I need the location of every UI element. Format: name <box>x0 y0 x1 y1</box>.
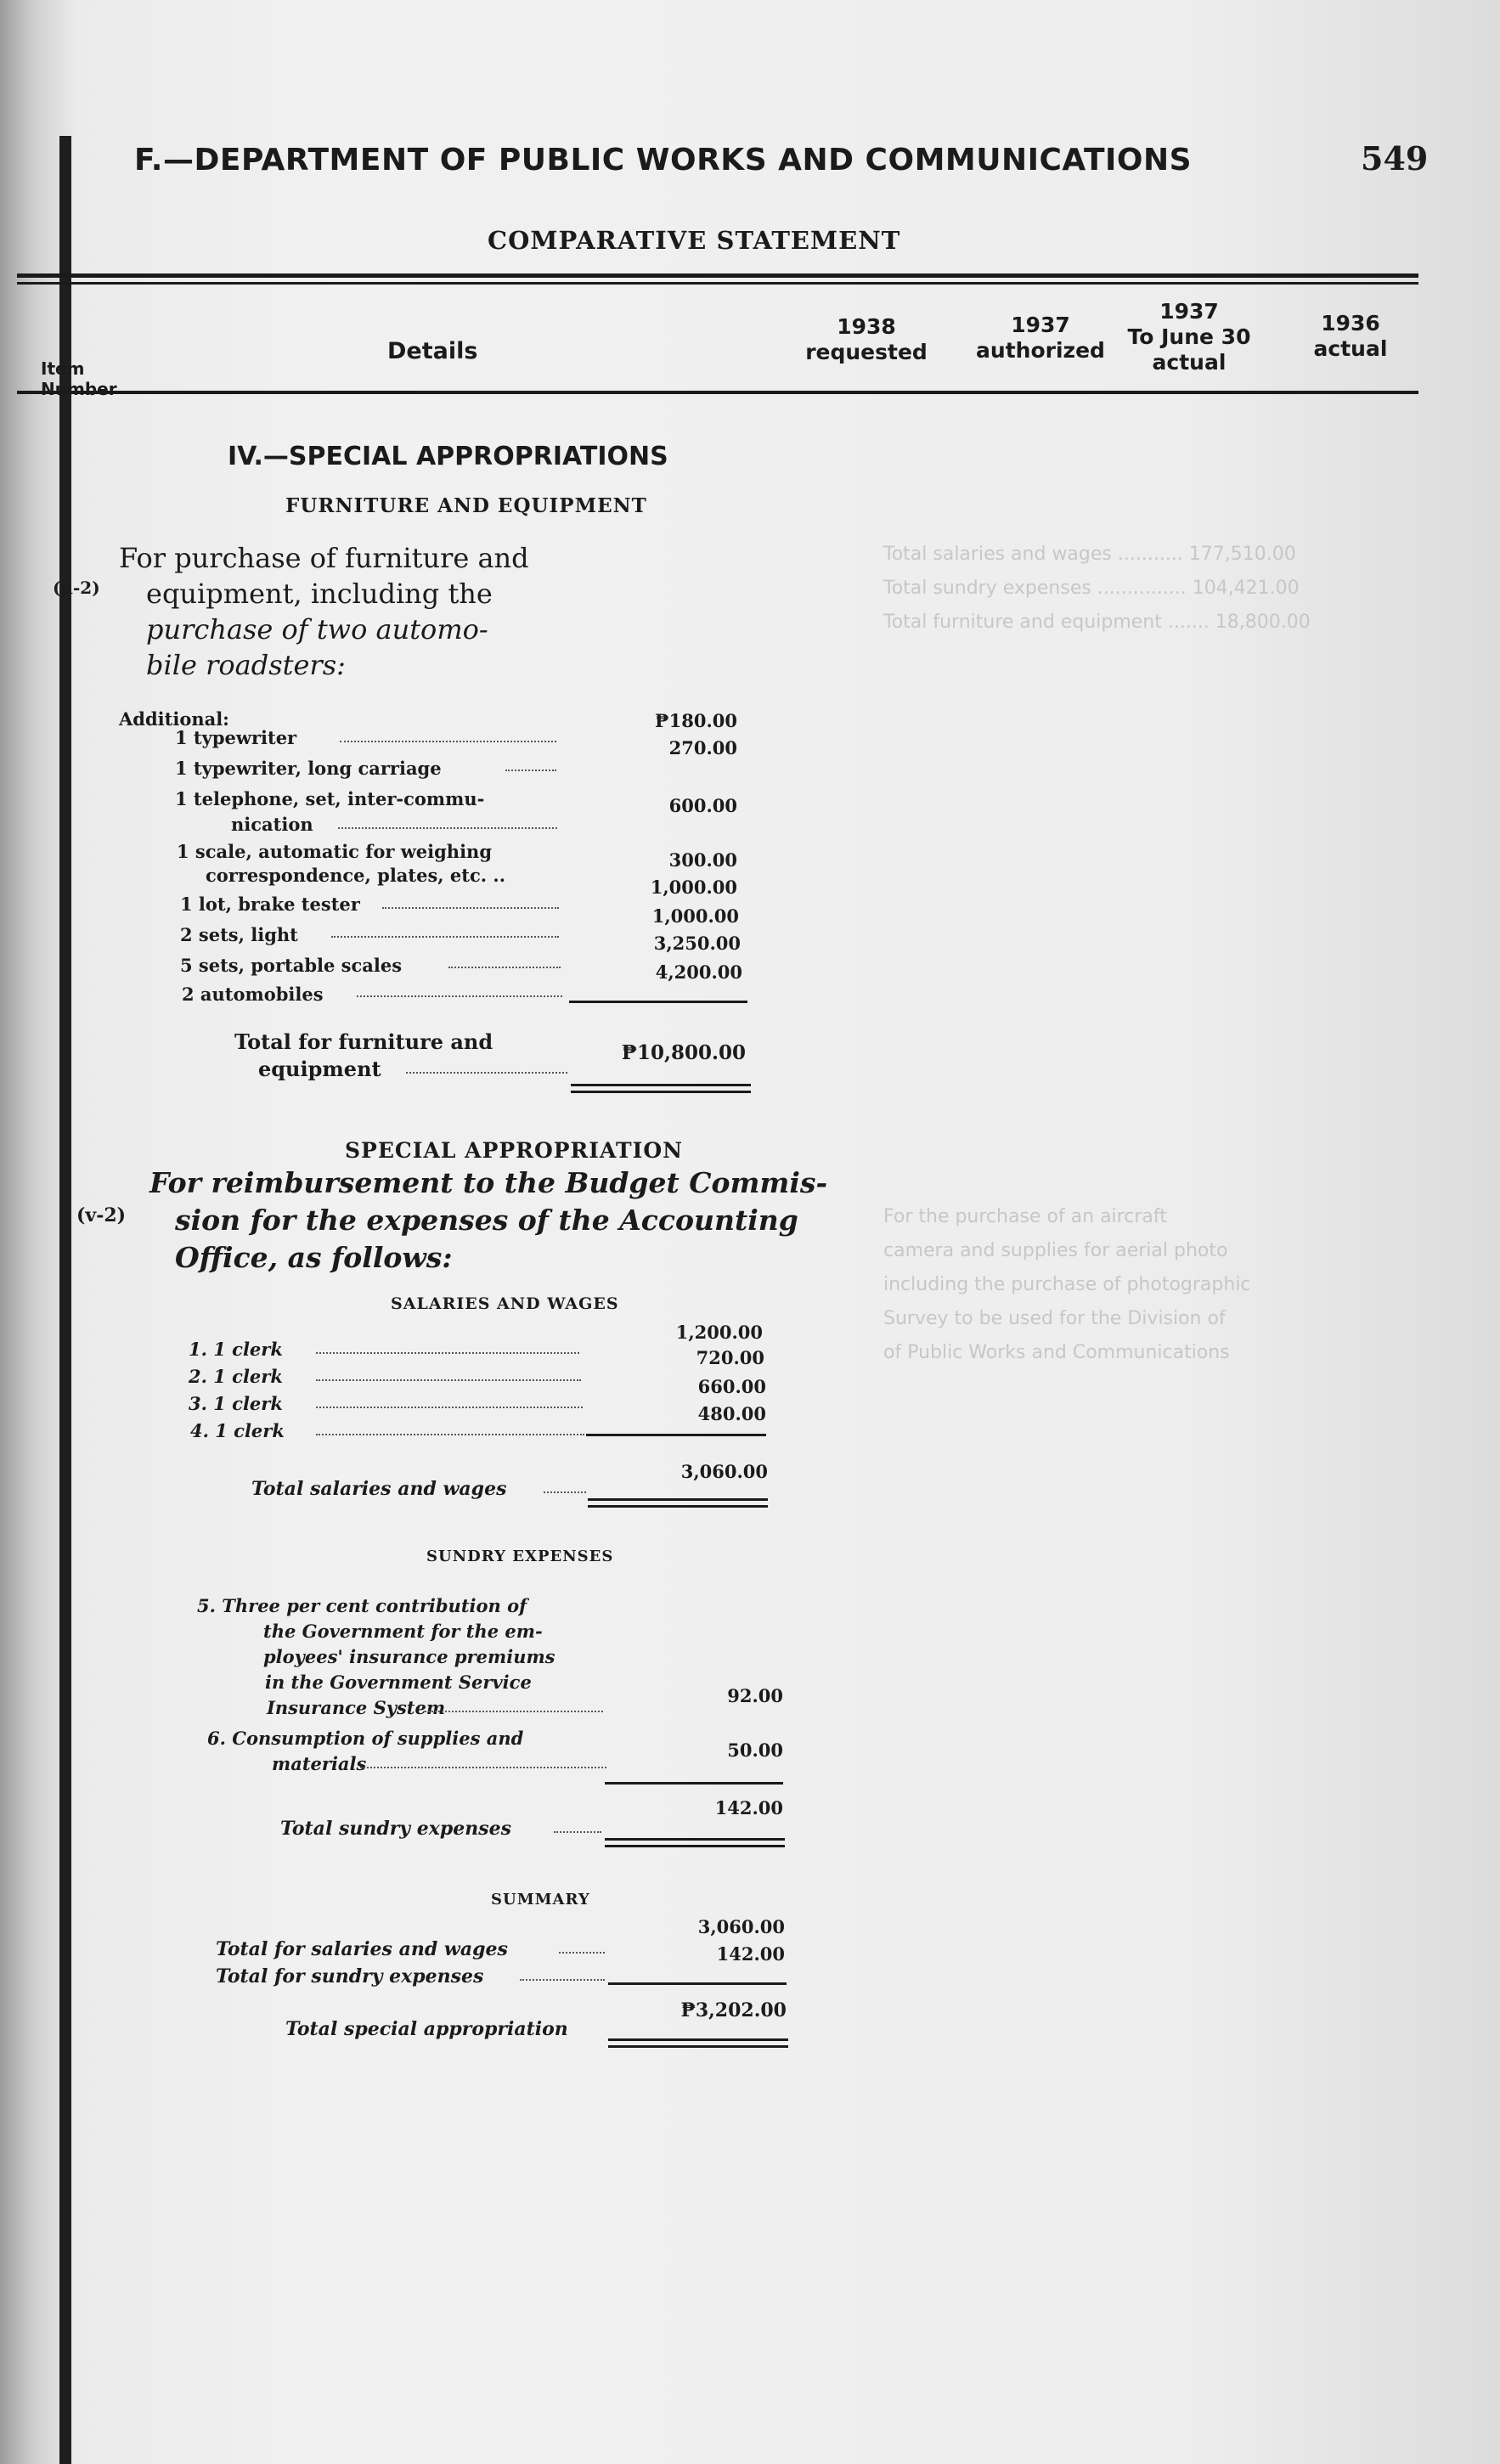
leader-dots <box>505 770 556 771</box>
subtotal-rule <box>569 1001 747 1003</box>
salary-line-label: 1. 1 clerk <box>189 1339 283 1360</box>
salary-line-label: 2. 1 clerk <box>189 1366 283 1387</box>
leader-dots <box>340 741 556 742</box>
line-item-amount: 300.00 <box>668 849 737 871</box>
item-description-line: bile roadsters: <box>146 649 346 681</box>
line-item-amount: ₱180.00 <box>655 710 737 731</box>
leader-dots <box>357 995 562 997</box>
leader-dots <box>316 1379 581 1381</box>
col-1938-requested <box>798 314 934 365</box>
bleed-through-text: Total salaries and wages ........... 177,510.00 <box>883 544 1296 565</box>
total-amount: ₱10,800.00 <box>621 1041 746 1064</box>
item-code: (v-2) <box>76 1204 127 1226</box>
summary-heading: SUMMARY <box>491 1891 590 1909</box>
leader-dots <box>559 1952 605 1954</box>
col-1936-year: 1936 <box>1321 311 1380 335</box>
total-double-rule <box>571 1091 751 1093</box>
bleed-through-text: including the purchase of photographic <box>883 1274 1251 1295</box>
line-item-label: 5 sets, portable scales <box>180 955 403 976</box>
line-item-label: 1 typewriter, long carriage <box>175 758 442 779</box>
sundry-5-line: the Government for the em- <box>263 1621 543 1642</box>
leader-dots <box>425 1711 603 1712</box>
line-item-label: 1 lot, brake tester <box>180 894 360 915</box>
col-1937b-label: To June 30 <box>1127 324 1251 349</box>
special-description-line: sion for the expenses of the Accounting <box>175 1204 798 1237</box>
salary-line-amount: 480.00 <box>697 1403 766 1424</box>
sundry-heading: SUNDRY EXPENSES <box>426 1548 614 1565</box>
subtotal-rule <box>605 1782 783 1785</box>
sundry-6-line: materials <box>272 1753 367 1774</box>
header-rule-top-2 <box>17 282 1418 285</box>
leader-dots <box>338 827 557 829</box>
grand-total-amount: ₱3,202.00 <box>680 1999 787 2021</box>
leader-dots <box>554 1831 601 1833</box>
salaries-total-label: Total salaries and wages <box>251 1478 507 1500</box>
line-item-amount: 270.00 <box>668 737 737 758</box>
special-description-line: Office, as follows: <box>175 1241 453 1274</box>
bleed-through-text: Total furniture and equipment ....... 18,800.00 <box>883 612 1311 633</box>
item-description-line: equipment, including the <box>146 578 493 610</box>
header-rule-bottom <box>17 391 1418 394</box>
col-item-number <box>41 358 117 399</box>
leader-dots <box>520 1979 605 1981</box>
section-title: IV.—SPECIAL APPROPRIATIONS <box>228 442 668 471</box>
page-binding-shadow <box>59 136 71 2464</box>
leader-dots <box>360 1767 606 1768</box>
col-1937a-year: 1937 <box>1011 313 1070 337</box>
col-1937-authorized <box>968 313 1113 364</box>
line-item-label: 1 scale, automatic for weighing <box>177 841 492 862</box>
line-item-label: 2 sets, light <box>180 924 298 945</box>
total-label-cont: equipment <box>258 1057 381 1081</box>
salaries-heading: SALARIES AND WAGES <box>391 1294 619 1313</box>
sundry-5-line: ployees' insurance premiums <box>263 1646 555 1667</box>
sundry-total-amount: 142.00 <box>714 1797 783 1818</box>
line-item-label: 1 telephone, set, inter-commu- <box>175 788 485 809</box>
line-item-amount: 4,200.00 <box>655 961 742 983</box>
leader-dots <box>331 936 559 938</box>
leader-dots <box>382 907 559 909</box>
col-number-label: Number <box>41 379 117 399</box>
summary-line-label: Total for salaries and wages <box>216 1938 508 1960</box>
line-item-amount: 1,000.00 <box>650 877 737 898</box>
summary-line-label: Total for sundry expenses <box>216 1965 484 1988</box>
salary-line-label: 3. 1 clerk <box>189 1393 283 1414</box>
line-item-amount: 1,000.00 <box>651 905 739 927</box>
item-description-line: purchase of two automo- <box>146 613 488 646</box>
total-label: Total for furniture and <box>234 1029 493 1054</box>
header-rule-top <box>17 273 1418 278</box>
summary-line-amount: 142.00 <box>716 1943 785 1965</box>
col-1936-label: actual <box>1313 336 1388 361</box>
col-details: Details <box>387 338 478 364</box>
bleed-through-text: Total sundry expenses ............... 104,421.00 <box>883 578 1300 599</box>
bleed-through-text: camera and supplies for aerial photo <box>883 1240 1228 1261</box>
bleed-through-text: For the purchase of an aircraft <box>883 1206 1167 1227</box>
leader-dots <box>406 1072 567 1074</box>
furniture-heading: FURNITURE AND EQUIPMENT <box>285 494 647 517</box>
salaries-total-amount: 3,060.00 <box>680 1461 768 1482</box>
col-1936-actual <box>1291 311 1410 362</box>
col-1937b-actual: actual <box>1152 350 1227 375</box>
total-double-rule <box>605 1838 785 1841</box>
sundry-5-line: in the Government Service <box>265 1672 532 1693</box>
sundry-total-label: Total sundry expenses <box>280 1818 512 1840</box>
special-heading: SPECIAL APPROPRIATION <box>345 1138 683 1163</box>
total-double-rule <box>588 1498 768 1501</box>
leader-dots <box>316 1434 584 1435</box>
sundry-5-amount: 92.00 <box>727 1685 783 1706</box>
line-item-label: 2 automobiles <box>182 984 324 1005</box>
subtotal-rule <box>608 1982 787 1985</box>
col-1938-label: requested <box>805 340 928 364</box>
leader-dots <box>544 1491 586 1493</box>
item-description-line: For purchase of furniture and <box>119 542 529 574</box>
col-item-label: Item <box>41 358 85 379</box>
item-code: (u-2) <box>53 578 100 598</box>
col-1938-year: 1938 <box>837 314 896 339</box>
sundry-6-line: 6. Consumption of supplies and <box>207 1728 524 1749</box>
line-item-label-cont: nication <box>231 814 313 835</box>
total-double-rule <box>608 2045 788 2048</box>
total-double-rule <box>608 2038 788 2041</box>
sundry-5-line: 5. Three per cent contribution of <box>197 1595 527 1616</box>
additional-label: Additional: <box>119 708 229 730</box>
subtotal-rule <box>586 1434 766 1436</box>
bleed-through-text: Survey to be used for the Division of <box>883 1308 1226 1329</box>
line-item-label: 1 typewriter <box>175 727 297 748</box>
sundry-5-line: Insurance System <box>267 1697 446 1718</box>
leader-dots <box>448 967 561 968</box>
line-item-label-cont: correspondence, plates, etc. .. <box>206 865 506 886</box>
grand-total-label: Total special appropriation <box>285 2018 568 2040</box>
subtitle: COMPARATIVE STATEMENT <box>488 226 901 255</box>
salary-line-label: 4. 1 clerk <box>190 1420 285 1441</box>
page-title: F.—DEPARTMENT OF PUBLIC WORKS AND COMMUNICATIONS <box>134 143 1193 178</box>
special-description-line: For reimbursement to the Budget Commis- <box>149 1166 828 1199</box>
salary-line-amount: 660.00 <box>697 1376 766 1397</box>
line-item-amount: 3,250.00 <box>653 933 741 954</box>
total-double-rule <box>571 1084 751 1086</box>
salary-line-amount: 720.00 <box>696 1347 764 1368</box>
leader-dots <box>316 1352 579 1354</box>
page-number: 549 <box>1361 139 1429 178</box>
col-1937-actual <box>1121 299 1257 375</box>
total-double-rule <box>588 1505 768 1508</box>
col-1937b-year: 1937 <box>1159 299 1219 324</box>
sundry-6-amount: 50.00 <box>727 1739 783 1761</box>
total-double-rule <box>605 1845 785 1847</box>
bleed-through-text: of Public Works and Communications <box>883 1342 1230 1363</box>
col-1937a-label: authorized <box>976 338 1105 363</box>
leader-dots <box>316 1407 583 1408</box>
salary-line-amount: 1,200.00 <box>675 1322 763 1343</box>
line-item-amount: 600.00 <box>668 795 737 816</box>
summary-line-amount: 3,060.00 <box>697 1916 785 1937</box>
